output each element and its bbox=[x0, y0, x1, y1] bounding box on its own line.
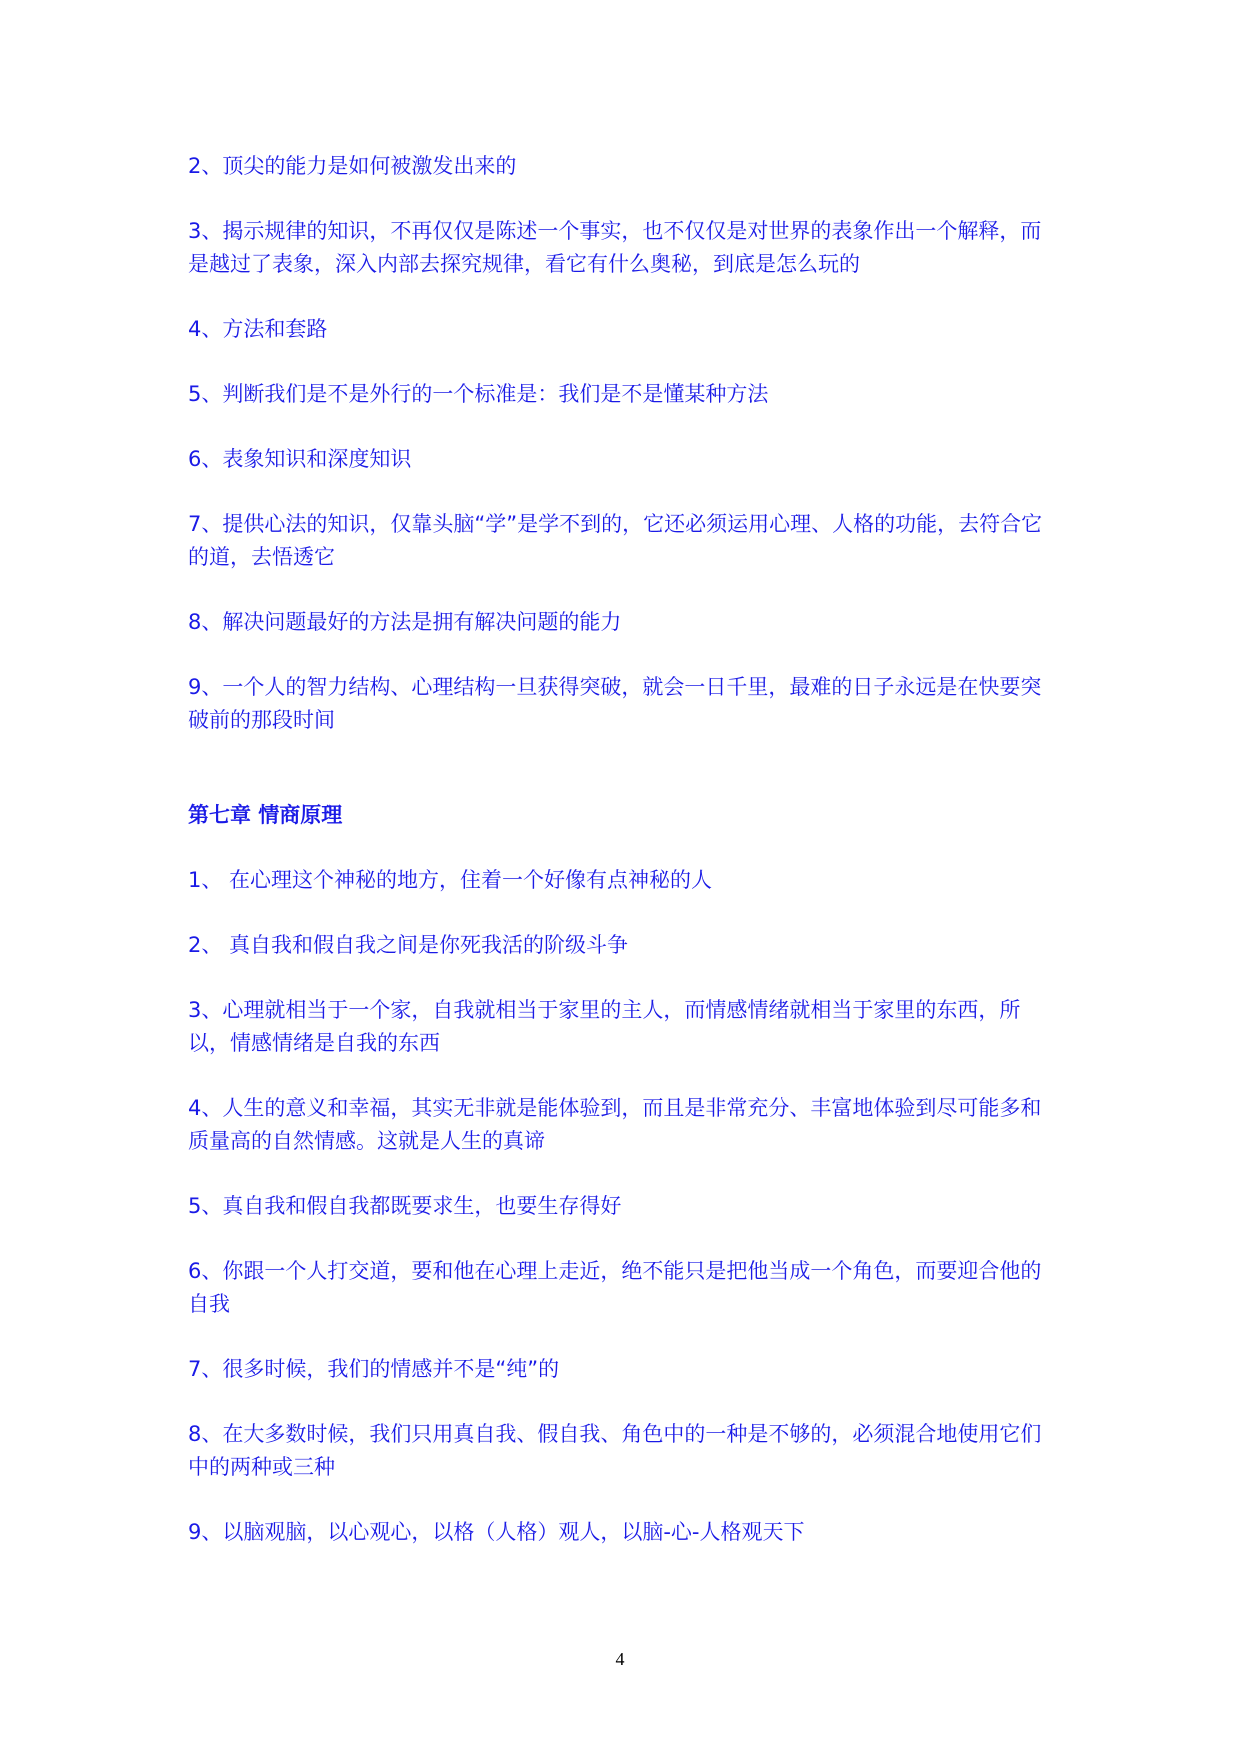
list-item: 5、真自我和假自我都既要求生，也要生存得好 bbox=[188, 1194, 622, 1218]
list-item: 6、你跟一个人打交道，要和他在心理上走近，绝不能只是把他当成一个角色，而要迎合他的自我 bbox=[188, 1259, 1042, 1316]
page-number: 4 bbox=[615, 1649, 625, 1669]
list-item: 5、判断我们是不是外行的一个标准是：我们是不是懂某种方法 bbox=[188, 382, 769, 406]
list-item: 8、解决问题最好的方法是拥有解决问题的能力 bbox=[188, 610, 622, 634]
list-item: 6、表象知识和深度知识 bbox=[188, 447, 412, 471]
list-item: 7、提供心法的知识，仅靠头脑“学”是学不到的，它还必须运用心理、人格的功能，去符合它的道，去悟透它 bbox=[188, 512, 1043, 569]
list-item: 7、很多时候，我们的情感并不是“纯”的 bbox=[188, 1357, 560, 1381]
list-item: 8、在大多数时候，我们只用真自我、假自我、角色中的一种是不够的，必须混合地使用它们中的两种或三种 bbox=[188, 1422, 1042, 1479]
list-item: 4、人生的意义和幸福，其实无非就是能体验到，而且是非常充分、丰富地体验到尽可能多和质量高的自然情感。这就是人生的真谛 bbox=[188, 1096, 1042, 1153]
list-item: 1、 在心理这个神秘的地方，住着一个好像有点神秘的人 bbox=[188, 868, 713, 892]
list-item: 3、揭示规律的知识，不再仅仅是陈述一个事实，也不仅仅是对世界的表象作出一个解释，而是越过了表象，深入内部去探究规律，看它有什么奥秘，到底是怎么玩的 bbox=[188, 219, 1042, 276]
list-item: 2、顶尖的能力是如何被激发出来的 bbox=[188, 154, 517, 178]
list-item: 9、以脑观脑，以心观心，以格（人格）观人，以脑-心-人格观天下 bbox=[188, 1520, 805, 1544]
list-item: 2、 真自我和假自我之间是你死我活的阶级斗争 bbox=[188, 933, 629, 957]
list-item: 4、方法和套路 bbox=[188, 317, 328, 341]
page-content bbox=[188, 150, 1058, 1581]
chapter-heading: 第七章 情商原理 bbox=[188, 803, 343, 827]
list-item: 9、一个人的智力结构、心理结构一旦获得突破，就会一日千里，最难的日子永远是在快要突破前的那段时间 bbox=[188, 675, 1042, 732]
list-item: 3、心理就相当于一个家，自我就相当于家里的主人，而情感情绪就相当于家里的东西，所以，情感情绪是自我的东西 bbox=[188, 998, 1021, 1055]
